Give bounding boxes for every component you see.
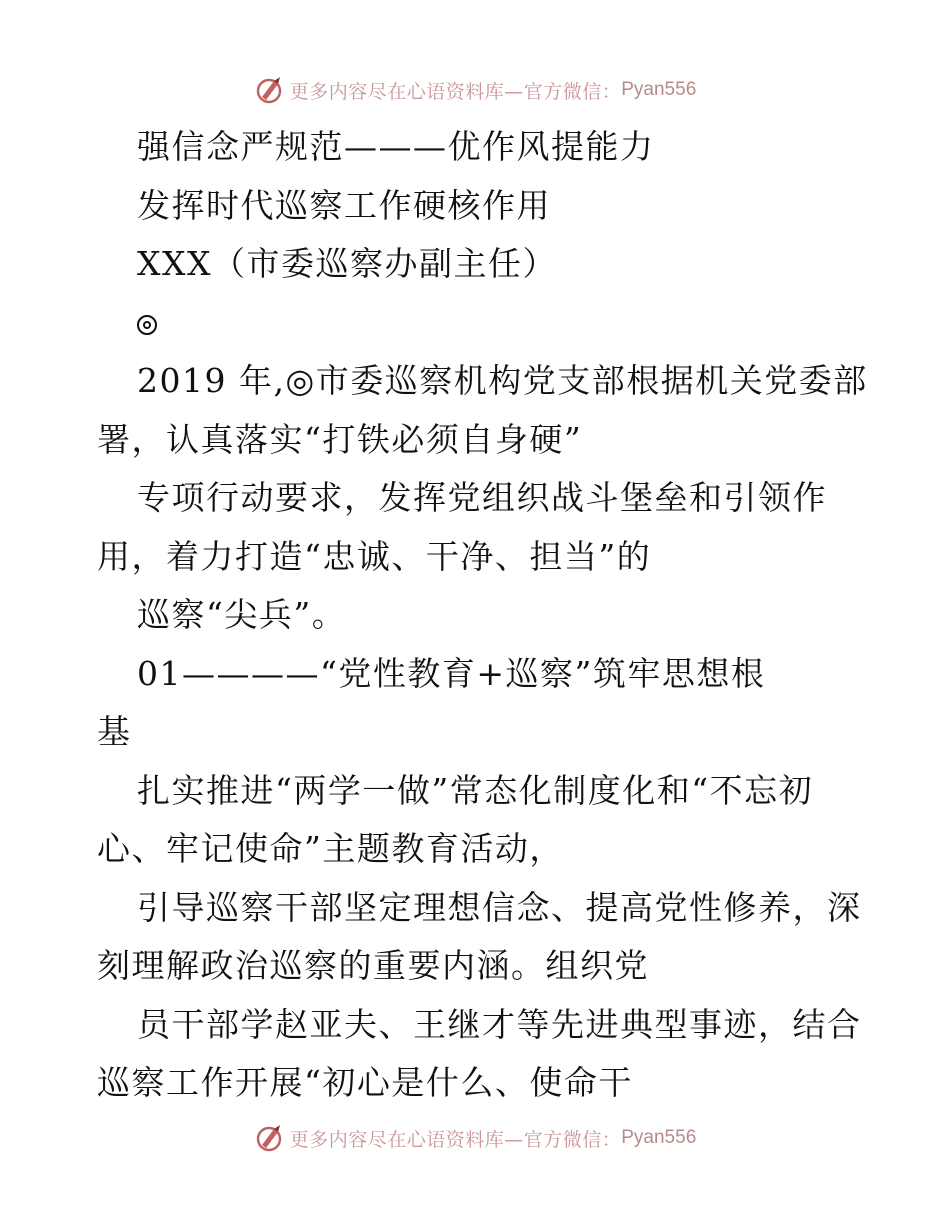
footer-watermark — [0, 1118, 950, 1158]
paragraph-4-line-1: 扎实推进“两学一做”常态化制度化和“不忘初 — [137, 770, 814, 810]
section-heading-line-2: 基 — [97, 712, 132, 751]
paragraph-2-line-2: 用，着力打造“忠诚、干净、担当”的 — [97, 536, 652, 576]
symbol-line — [97, 294, 857, 353]
paragraph-6-line-2: 巡察工作开展“初心是什么、使命干 — [97, 1063, 633, 1102]
watermark-text: 更多内容尽在心语资料库—官方微信： — [289, 80, 622, 103]
pen-logo-icon — [254, 1123, 284, 1153]
author-line: XXX（市委巡察办副主任） — [137, 244, 557, 283]
paragraph-5-line-1: 引导巡察干部坚定理想信念、提高党性修养，深 — [137, 887, 862, 927]
watermark-id: Pyan556 — [621, 79, 697, 100]
watermark-id: Pyan556 — [621, 1127, 697, 1148]
pen-logo-icon — [254, 75, 284, 105]
paragraph-6-line-1: 员干部学赵亚夫、王继才等先进典型事迹，结合 — [137, 1004, 862, 1044]
paragraph-4-line-2: 心、牢记使命”主题教育活动， — [97, 829, 564, 868]
paragraph-1-line-2: 署，认真落实“打铁必须自身硬” — [97, 419, 583, 459]
paragraph-1-line-1: 2019 年,◎市委巡察机构党支部根据机关党委部 — [137, 361, 868, 400]
paragraph-3-line-1: 巡察“尖兵”。 — [137, 595, 347, 634]
document-body — [97, 118, 868, 1113]
title-line-1: 强信念严规范———优作风提能力 — [137, 127, 655, 166]
paragraph-5-line-2: 刻理解政治巡察的重要内涵。组织党 — [97, 946, 649, 985]
watermark-text: 更多内容尽在心语资料库—官方微信： — [289, 1128, 622, 1151]
section-heading-line-1: 01————“党性教育+巡察”筑牢思想根 — [137, 653, 766, 693]
double-circle-icon — [137, 315, 157, 335]
title-line-2: 发挥时代巡察工作硬核作用 — [137, 185, 551, 225]
header-watermark — [0, 70, 950, 110]
paragraph-2-line-1: 专项行动要求，发挥党组织战斗堡垒和引领作 — [137, 478, 827, 517]
